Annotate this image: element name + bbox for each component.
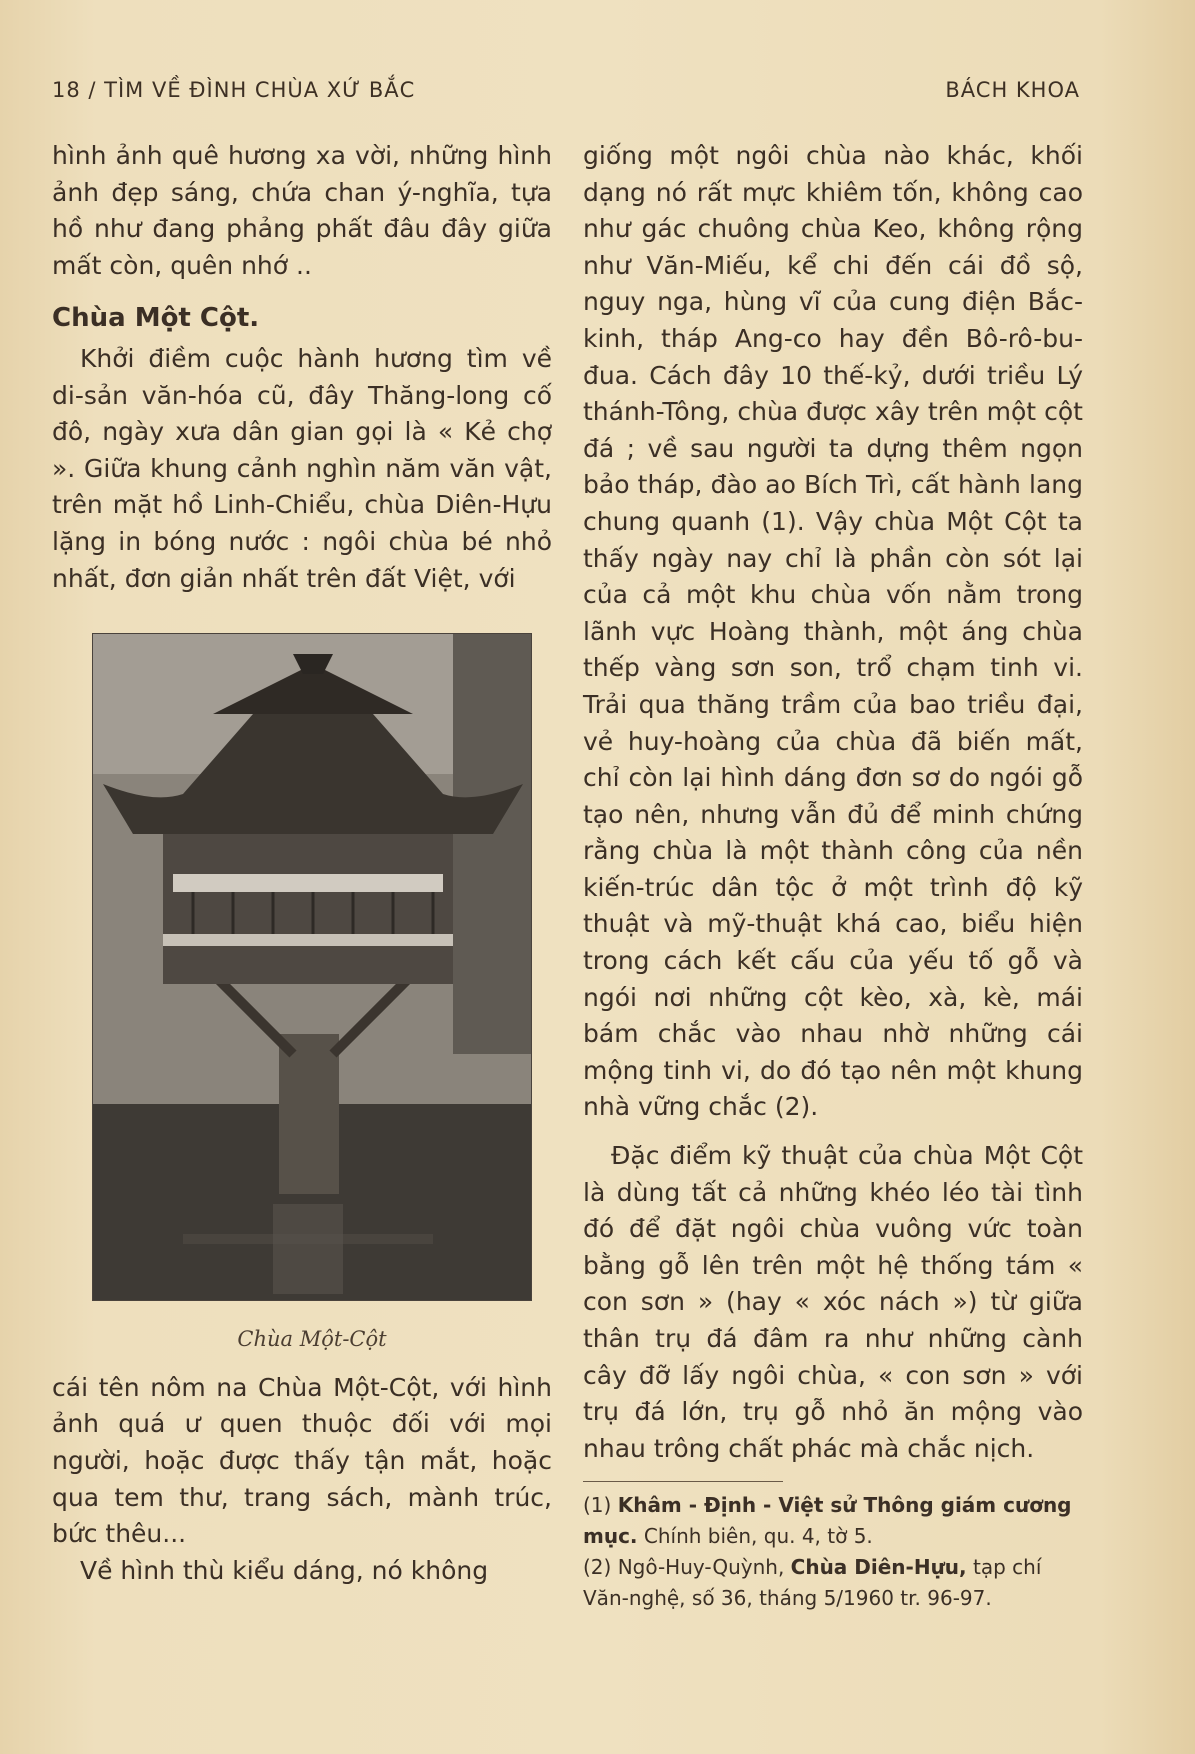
section-title: Chùa Một Cột.	[52, 303, 260, 334]
right-column	[583, 138, 1083, 1614]
continuation-paragraph: Về hình thù kiểu dáng, nó không	[80, 1555, 489, 1585]
after-photo-paragraph: cái tên nôm na Chùa Một-Cột, với hình ảnh quá ư quen thuộc đối với mọi người, hoặc được thấy tận mắt, hoặc qua tem thư, trang sách, mành trúc, bức thêu...	[52, 1372, 552, 1549]
footnote-2: (2) Ngô-Huy-Quỳnh, Chùa Diên-Hựu, tạp chí Văn-nghệ, số 36, tháng 5/1960 tr. 96-97.	[583, 1555, 1042, 1611]
footnote-1: (1) Khâm - Định - Việt sử Thông giám cương mục. Chính biên, qu. 4, tờ 5.	[583, 1493, 1072, 1549]
magazine-name: BÁCH KHOA	[945, 78, 1080, 102]
left-column	[52, 138, 552, 1589]
pagoda-photo	[92, 633, 532, 1301]
paragraph-technique: Đặc điểm kỹ thuật của chùa Một Cột là dùng tất cả những khéo léo tài tình đó để đặt ngôi chùa vuông vức toàn bằng gỗ lên trên một hệ thống tám « con sơn » (hay « xóc nách ») từ giữa thân trụ đá đâm ra như những cành cây đỡ lấy ngôi chùa, « con sơn » với trụ đá lớn, trụ gỗ nhỏ ăn mộng vào nhau trông chất phác mà chắc nịch.	[583, 1141, 1083, 1463]
photo-caption: Chùa Một-Cột	[237, 1327, 387, 1352]
footnotes-divider	[583, 1481, 783, 1490]
running-title: 18 / TÌM VỀ ĐÌNH CHÙA XỨ BẮC	[52, 78, 416, 102]
section-paragraph: Khởi điềm cuộc hành hương tìm về di-sản văn-hóa cũ, đây Thăng-long cố đô, ngày xưa dân gian gọi là « Kẻ chợ ». Giữa khung cảnh nghìn năm văn vật, trên mặt hồ Linh-Chiểu, chùa Diên-Hựu lặng in bóng nước : ngôi chùa bé nhỏ nhất, đơn giản nhất trên đất Việt, với	[52, 343, 552, 593]
intro-paragraph: hình ảnh quê hương xa vời, những hình ảnh đẹp sáng, chứa chan ý-nghĩa, tựa hồ như đang phảng phất đâu đây giữa mất còn, quên nhớ ..	[52, 141, 552, 280]
paragraph-architecture: giống một ngôi chùa nào khác, khối dạng nó rất mực khiêm tốn, không cao như gác chuông chùa Keo, không rộng như Văn-Miếu, kể chi đến cái đồ sộ, nguy nga, hùng vĩ của cung điện Bắc-kinh, tháp Ang-co hay đền Bô-rô-bu-đua. Cách đây 10 thế-kỷ, dưới triều Lý thánh-Tông, chùa được xây trên một cột đá ; về sau người ta dựng thêm ngọn bảo tháp, đào ao Bích Trì, cất hành lang chung quanh (1). Vậy chùa Một Cột ta thấy ngày nay chỉ là phần còn sót lại của cả một khu chùa vốn nằm trong lãnh vực Hoàng thành, một áng chùa thếp vàng sơn son, trổ chạm tinh vi. Trải qua thăng trầm của bao triều đại, vẻ huy-hoàng của chùa đã biến mất, chỉ còn lại hình dáng đơn sơ do ngói gỗ tạo nên, nhưng vẫn đủ để minh chứng rằng chùa là một thành công của nền kiến-trúc dân tộc ở một trình độ kỹ thuật và mỹ-thuật khá cao, biểu hiện trong cách kết cấu của yếu tố gỗ và ngói nơi những cột kèo, xà, kè, mái bám chắc vào nhau nhờ những cái mộng tinh vi, do đó tạo nên một khung nhà vững chắc (2).	[583, 141, 1083, 1122]
